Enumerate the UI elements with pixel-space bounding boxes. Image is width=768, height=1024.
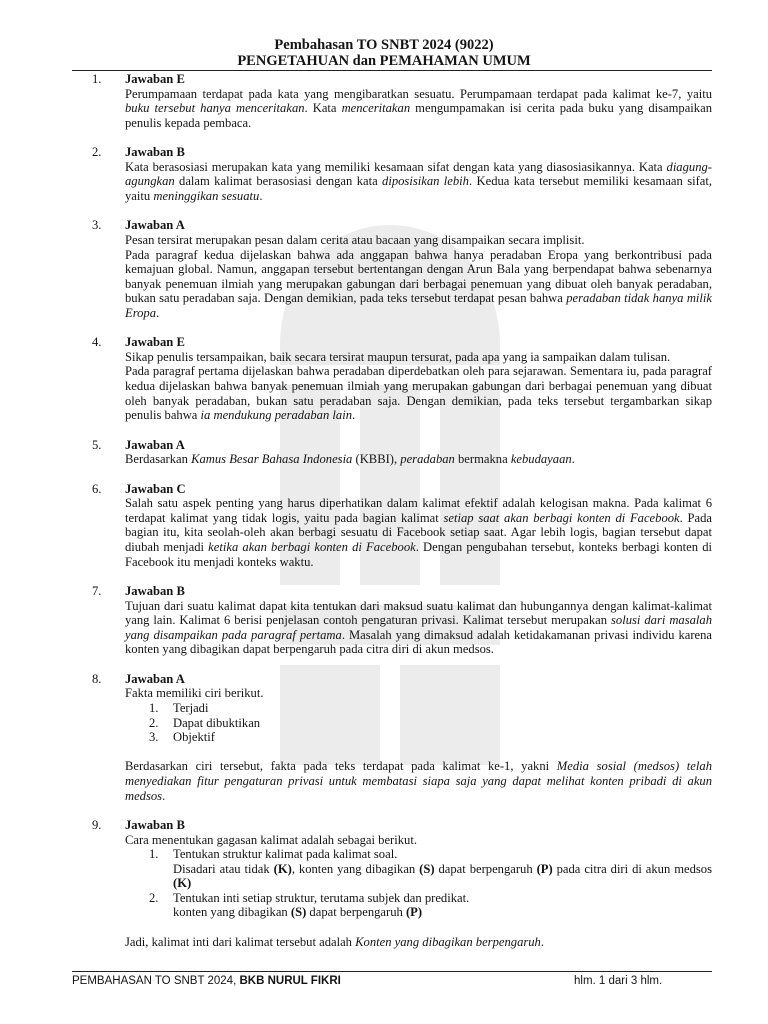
document-header <box>0 37 768 69</box>
answer-explanation: Berdasarkan Kamus Besar Bahasa Indonesia (KBBI), peradaban bermakna kebudayaan. <box>125 452 575 467</box>
answer-number: 6. <box>92 481 102 496</box>
answer-title: Jawaban E <box>125 335 185 350</box>
header-rule <box>72 70 712 71</box>
answer-explanation: Tujuan dari suatu kalimat dapat kita tentukan dari maksud suatu kalimat dan hubungannya dengan kalimat-kalimat yang lain. Kalimat 6 berisi penjelasan contoh pengaturan privasi. Kalimat tersebut merupakan solusi dari masalah yang disampaikan pada paragraf pertama. Masalah yang dimaksud adalah ketidakamanan privasi individu karena konten yang dibagikan dapat berpengaruh pada citra diri di akun medsos. <box>125 598 713 657</box>
list-item: 3. Objektif <box>149 730 215 745</box>
list-item: 1. Terjadi <box>149 700 209 715</box>
answer-number: 8. <box>92 671 102 686</box>
header-title: Pembahasan TO SNBT 2024 (9022) <box>274 37 494 53</box>
step-detail: konten yang dibagikan (S) dapat berpengaruh (P) <box>173 905 423 920</box>
answer-definition: Sikap penulis tersampaikan, baik secara tersirat maupun tersurat, pada apa yang ia sampaikan dalam tulisan. <box>125 349 671 364</box>
answer-title: Jawaban B <box>125 817 185 832</box>
answer-title: Jawaban A <box>125 218 185 233</box>
answer-explanation: Pada paragraf pertama dijelaskan bahwa peradaban diperdebatkan oleh para sejarawan. Sementara iu, pada paragraf kedua dijelaskan bahwa banyak penemuan ilmiah yang merupakan gabungan dari berbagai penemuan yang dibuat oleh banyak peradaban, bukan satu peradaban saja. Dengan demikian, pada teks tersebut tergambarkan sikap penulis bahwa ia mendukung peradaban lain. <box>125 364 712 423</box>
answer-item-1 <box>92 72 712 130</box>
answer-item-6 <box>92 482 712 570</box>
answer-explanation: Kata berasosiasi merupakan kata yang memiliki kesamaan sifat dengan kata yang diasosiasikannya. Kata diagung-agungkan dalam kalimat berasosiasi dengan kata diposisikan lebih. Kedua kata tersebut memiliki kesamaan sifat, yaitu meninggikan sesuatu. <box>125 159 713 203</box>
answer-definition: Pesan tersirat merupakan pesan dalam cerita atau bacaan yang disampaikan secara implisit. <box>125 232 585 247</box>
answer-number: 2. <box>92 145 102 160</box>
answer-number: 5. <box>92 437 102 452</box>
answer-item-9 <box>92 818 712 949</box>
answer-title: Jawaban C <box>125 481 186 496</box>
answer-item-8 <box>92 672 712 803</box>
answer-number: 7. <box>92 584 102 598</box>
answer-list <box>92 72 712 964</box>
answer-title: Jawaban B <box>125 584 185 598</box>
steps-list <box>149 847 712 920</box>
answer-number: 9. <box>92 817 102 832</box>
answer-title: Jawaban B <box>125 145 185 160</box>
answer-explanation: Berdasarkan ciri tersebut, fakta pada teks terdapat pada kalimat ke-1, yakni Media sosial (medsos) telah menyediakan fitur pengaturan privasi untuk membatasi siapa saja yang dapat melihat konten pribadi di akun medsos. <box>125 759 712 803</box>
answer-title: Jawaban A <box>125 437 185 452</box>
answer-title: Jawaban E <box>125 72 185 86</box>
header-subtitle: PENGETAHUAN dan PEMAHAMAN UMUM <box>237 53 531 69</box>
answer-item-2 <box>92 145 712 203</box>
footer-source: PEMBAHASAN TO SNBT 2024, BKB NURUL FIKRI <box>72 975 341 987</box>
step-detail: Disadari atau tidak (K), konten yang dibagikan (S) dapat berpengaruh (P) pada citra diri di akun medsos (K) <box>173 861 712 891</box>
list-item: 2. Tentukan inti setiap struktur, terutama subjek dan predikat. konten yang dibagikan (S) dapat berpengaruh (P) <box>149 891 712 920</box>
list-item: 1. Tentukan struktur kalimat pada kalimat soal. Disadari atau tidak (K), konten yang dibagikan (S) dapat berpengaruh (P) pada citra diri di akun medsos (K) <box>149 847 712 891</box>
answer-item-4 <box>92 335 712 423</box>
list-item: 2. Dapat dibuktikan <box>149 715 261 730</box>
answer-number: 1. <box>92 72 102 86</box>
answer-item-3 <box>92 218 712 320</box>
answer-explanation: Jadi, kalimat inti dari kalimat tersebut adalah Konten yang dibagikan berpengaruh. <box>125 934 545 949</box>
answer-item-5 <box>92 438 712 467</box>
answer-definition: Fakta memiliki ciri berikut. <box>125 686 264 701</box>
fact-criteria-list <box>149 701 712 745</box>
answer-number: 3. <box>92 218 102 233</box>
page-number: hlm. 1 dari 3 hlm. <box>574 975 663 987</box>
answer-item-7 <box>92 584 712 657</box>
answer-explanation: Perumpamaan terdapat pada kata yang mengibaratkan sesuatu. Perumpamaan terdapat pada kalimat ke-7, yaitu buku tersebut hanya menceritakan. Kata menceritakan mengumpamakan isi cerita pada buku yang disampaikan penulis kepada pembaca. <box>125 86 712 130</box>
answer-number: 4. <box>92 335 102 350</box>
answer-title: Jawaban A <box>125 671 185 686</box>
answer-explanation: Salah satu aspek penting yang harus diperhatikan dalam kalimat efektif adalah kelogisan makna. Pada kalimat 6 terdapat kalimat yang tidak logis, yaitu pada bagian kalimat setiap saat akan berbagi konten di Facebook. Pada bagian itu, kita seolah-oleh akan berbagi sesuatu di Facebook setiap saat. Agar lebih logis, bagian tersebut dapat diubah menjadi ketika akan berbagi konten di Facebook. Dengan pengubahan tersebut, konteks berbagi konten di Facebook itu menjadi konteks waktu. <box>125 496 712 569</box>
answer-definition: Cara menentukan gagasan kalimat adalah sebagai berikut. <box>125 832 417 847</box>
footer-rule <box>72 971 712 972</box>
page-footer <box>72 975 712 987</box>
answer-explanation: Pada paragraf kedua dijelaskan bahwa ada anggapan bahwa hanya peradaban Eropa yang berkontribusi pada kemajuan global. Namun, anggapan tersebut bertentangan dengan Arun Bala yang berpendapat bahwa sebenarnya banyak penemuan ilmiah yang merupakan gabungan dari berbagai penemuan yang dibuat oleh banyak peradaban, bukan satu peradaban saja. Dengan demikian, pada teks tersebut terdapat pesan bahwa peradaban tidak hanya milik Eropa. <box>125 247 713 320</box>
